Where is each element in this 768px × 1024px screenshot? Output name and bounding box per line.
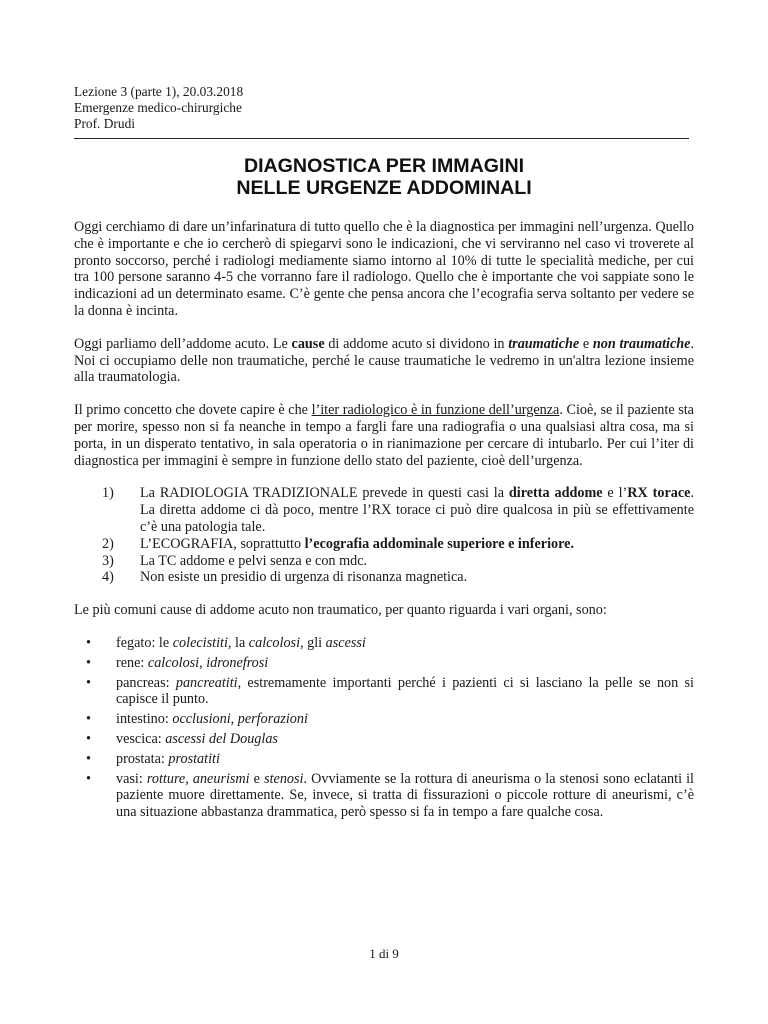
title-line-2: NELLE URGENZE ADDOMINALI: [236, 177, 532, 199]
keyword-cause: cause: [291, 335, 325, 352]
bullet-icon: •: [86, 770, 91, 787]
list-item: • fegato: le colecistiti, la calcolosi, gli ascessi: [86, 634, 366, 651]
numbered-list: [74, 485, 694, 586]
list-item: • prostata: prostatiti: [86, 750, 220, 767]
bullet-icon: •: [86, 674, 91, 691]
list-item: • vasi: rotture, aneurismi e stenosi. Ovviamente se la rottura di aneurisma o la stenosi sono eclatanti il paziente muore direttamente. Se, invece, si tratta di fissurazioni o piccole rotture di aneurismi, c’è una situazione abbastanza drammatica, però spesso si fa in tempo a fare qualche cosa.: [86, 770, 694, 821]
list-item: • pancreas: pancreatiti, estremamente importanti perché i pazienti ci si lasciano la pelle se non si capisce il punto.: [86, 674, 694, 708]
acute-abdomen-paragraph: Oggi parliamo dell’addome acuto. Le cause di addome acuto si dividono in traumatiche e non traumatiche. Noi ci occupiamo delle non traumatiche, perché le cause traumatiche le vedremo in un'altra lezione insieme alla traumatologia.: [74, 335, 694, 386]
list-item: 2) L’ECOGRAFIA, soprattutto l’ecografia addominale superiore e inferiore.: [102, 535, 574, 552]
page-number: 1 di 9: [369, 946, 399, 961]
organ-causes-list: [74, 635, 694, 821]
lesson-info: Lezione 3 (parte 1), 20.03.2018: [74, 84, 244, 99]
bullet-icon: •: [86, 711, 91, 728]
list-item: • rene: calcolosi, idronefrosi: [86, 654, 269, 671]
list-item: • intestino: occlusioni, perforazioni: [86, 711, 308, 728]
bullet-icon: •: [86, 730, 91, 747]
document-page: [74, 84, 694, 824]
bullet-icon: •: [86, 654, 91, 671]
keyword-traumatiche: traumatiche: [508, 335, 580, 352]
header-divider: [74, 138, 689, 139]
title-line-1: DIAGNOSTICA PER IMMAGINI: [243, 155, 525, 177]
list-item: 3) La TC addome e pelvi senza e con mdc.: [102, 552, 368, 569]
list-item: 4) Non esiste un presidio di urgenza di risonanza magnetica.: [102, 569, 468, 586]
list-item: • vescica: ascessi del Douglas: [86, 730, 278, 747]
keyword-non-traumatiche: non traumatiche: [592, 335, 691, 352]
intro-paragraph: Oggi cerchiamo di dare un’infarinatura di tutto quello che è la diagnostica per immagini nell’urgenza. Quello che è importante e che io cercherò di spiegarvi sono le indicazioni, che vi serviranno nel caso vi troverete al pronto soccorso, perché i radiologi mediamente siamo intorno al 10% di tutte le specialità mediche, per cui tra 100 persone saranno 4-5 che vorranno fare il radiologo. Quello che è importante che voi sappiate sono le indicazioni ad un determinato esame. C’è gente che pensa ancora che l’ecografia serva soltanto per vedere se la donna è incinta.: [74, 219, 694, 319]
causes-intro-paragraph: Le più comuni cause di addome acuto non traumatico, per quanto riguarda i vari organi, sono:: [74, 602, 607, 619]
list-item: 1) La RADIOLOGIA TRADIZIONALE prevede in questi casi la diretta addome e l’RX torace. La diretta addome ci dà poco, mentre l’RX torace ci può dire qualcosa in più se effettivamente c’è una patologia tale.: [102, 485, 694, 535]
professor-name: Prof. Drudi: [74, 116, 135, 131]
iter-underlined-text: l’iter radiologico è in funzione dell’urgenza: [311, 402, 560, 419]
bullet-icon: •: [86, 634, 91, 651]
course-name: Emergenze medico-chirurgiche: [74, 100, 242, 115]
iter-paragraph: Il primo concetto che dovete capire è che l’iter radiologico è in funzione dell’urgenza. Cioè, se il paziente sta per morire, spesso non si fa neanche in tempo a fargli fare una radiografia o una qualsiasi altra cosa, ma si porta, in un disperato tentativo, in sala operatoria o in rianimazione per cercare di intubarlo. Per cui l’iter di diagnostica per immagini è sempre in funzione dello stato del paziente, cioè dell’urgenza.: [74, 402, 694, 469]
document-title: [74, 155, 694, 199]
bullet-icon: •: [86, 750, 91, 767]
